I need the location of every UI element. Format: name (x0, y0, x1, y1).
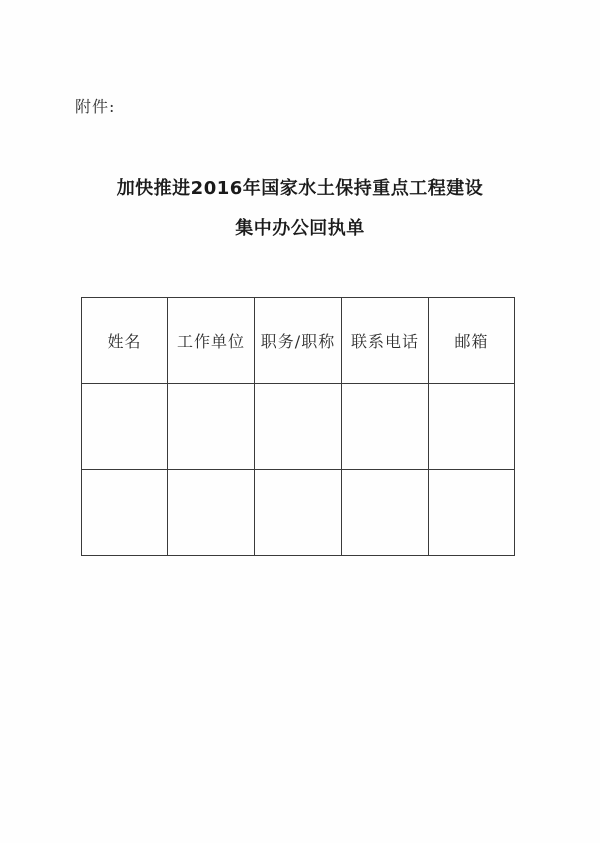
attachment-label: 附件: (75, 97, 116, 116)
cell-work-unit[interactable] (168, 384, 255, 470)
cell-email[interactable] (429, 384, 515, 470)
cell-work-unit[interactable] (168, 470, 255, 556)
header-email: 邮箱 (429, 298, 515, 384)
header-work-unit: 工作单位 (168, 298, 255, 384)
document-title-line-2: 集中办公回执单 (235, 218, 365, 239)
cell-email[interactable] (429, 470, 515, 556)
table-row (82, 470, 515, 556)
cell-position-title[interactable] (255, 470, 342, 556)
cell-phone[interactable] (342, 470, 429, 556)
document-title-line-1: 加快推进2016年国家水土保持重点工程建设 (116, 178, 484, 199)
header-position-title: 职务/职称 (255, 298, 342, 384)
cell-phone[interactable] (342, 384, 429, 470)
table-header-row (82, 298, 515, 384)
cell-name[interactable] (82, 470, 168, 556)
table-row (82, 384, 515, 470)
cell-name[interactable] (82, 384, 168, 470)
cell-position-title[interactable] (255, 384, 342, 470)
header-name: 姓名 (82, 298, 168, 384)
header-phone: 联系电话 (342, 298, 429, 384)
reply-form-table (81, 297, 515, 556)
